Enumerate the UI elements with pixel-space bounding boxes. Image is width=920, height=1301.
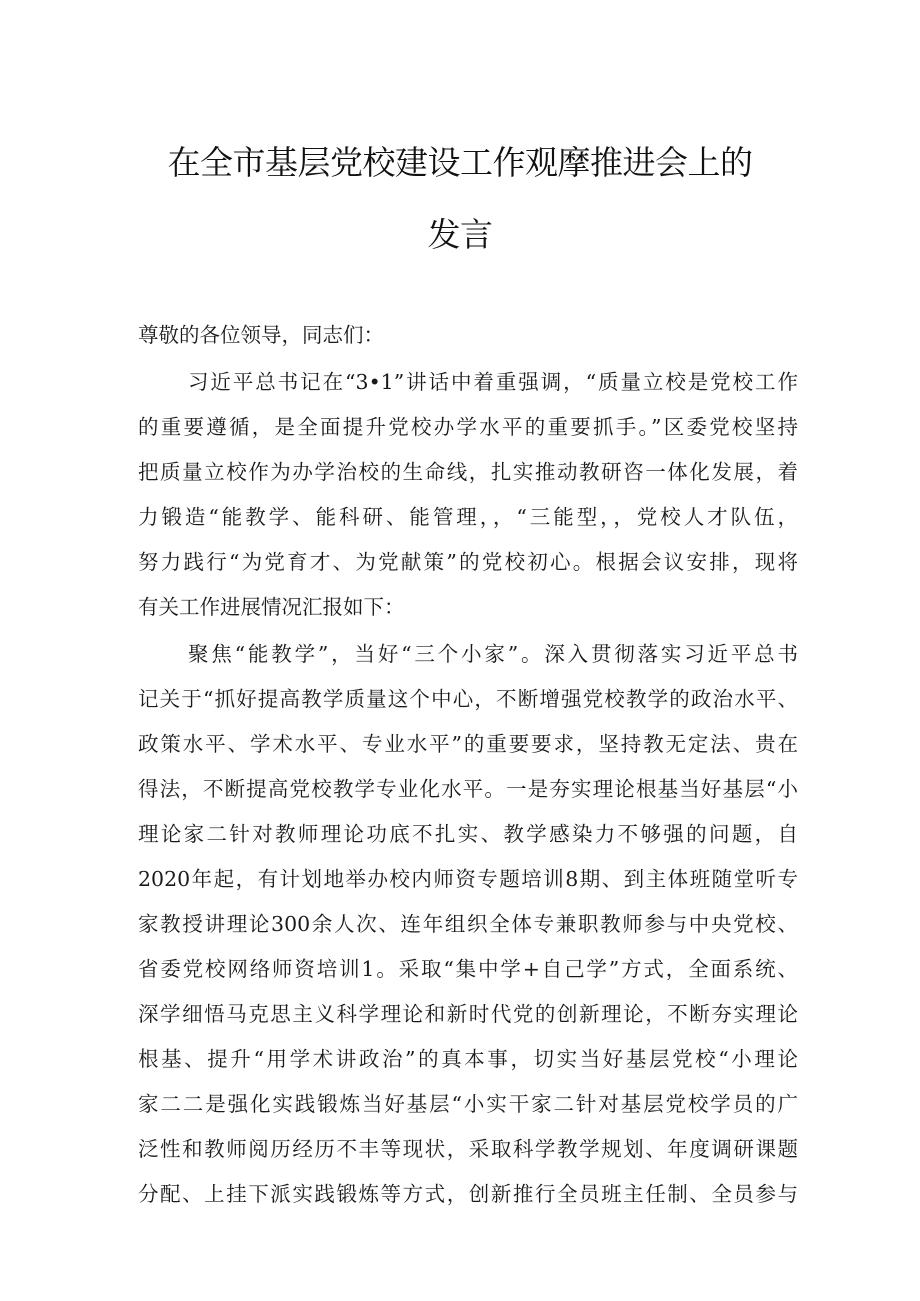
- document-title-line-2: 发言: [427, 215, 493, 254]
- paragraph-2-line: 深学细悟马克思主义科学理论和新时代党的创新理论，不断夯实理论: [138, 1002, 798, 1026]
- paragraph-1-line: 有关工作进展情况汇报如下：: [138, 595, 405, 619]
- paragraph-2-line: 省委党校网络师资培训1。采取“集中学+自己学”方式，全面系统、: [138, 957, 798, 981]
- salutation: 尊敬的各位领导，同志们：: [138, 323, 384, 347]
- document-title-line-1: 在全市基层党校建设工作观摩推进会上的: [167, 143, 753, 182]
- paragraph-1-line: 把质量立校作为办学治校的生命线，扎实推动教研咨一体化发展，着: [138, 460, 798, 484]
- paragraph-2-line: 理论家二针对教师理论功底不扎实、教学感染力不够强的问题，自: [138, 822, 798, 846]
- paragraph-1-line: 的重要遵循，是全面提升党校办学水平的重要抓手。”区委党校坚持: [138, 415, 798, 439]
- paragraph-2-line: 家二二是强化实践锻炼当好基层“小实干家二针对基层党校学员的广: [138, 1092, 798, 1116]
- paragraph-2-line: 根基、提升“用学术讲政治”的真本事，切实当好基层党校“小理论: [138, 1047, 798, 1071]
- paragraph-2-line: 记关于“抓好提高教学质量这个中心，不断增强党校教学的政治水平、: [138, 687, 798, 711]
- paragraph-2-line: 聚焦“能教学”，当好“三个小家”。深入贯彻落实习近平总书: [188, 642, 798, 666]
- paragraph-1-line: 习近平总书记在“3•1”讲话中着重强调，“质量立校是党校工作: [188, 370, 798, 394]
- paragraph-2-line: 泛性和教师阅历经历不丰等现状，采取科学教学规划、年度调研课题: [138, 1137, 798, 1161]
- paragraph-2-line: 政策水平、学术水平、专业水平”的重要要求，坚持教无定法、贵在: [138, 732, 798, 756]
- paragraph-2-line: 分配、上挂下派实践锻炼等方式，创新推行全员班主任制、全员参与: [138, 1182, 798, 1206]
- paragraph-2-line: 家教授讲理论300余人次、连年组织全体专兼职教师参与中央党校、: [138, 912, 798, 936]
- paragraph-2-line: 得法，不断提高党校教学专业化水平。一是夯实理论根基当好基层“小: [138, 777, 798, 801]
- paragraph-1-line: 努力践行“为党育才、为党献策”的党校初心。根据会议安排，现将: [138, 550, 798, 574]
- paragraph-2-line: 2020年起，有计划地举办校内师资专题培训8期、到主体班随堂听专: [138, 867, 798, 891]
- paragraph-1-line: 力锻造“能教学、能科研、能管理，，“三能型，，党校人才队伍，: [138, 505, 798, 529]
